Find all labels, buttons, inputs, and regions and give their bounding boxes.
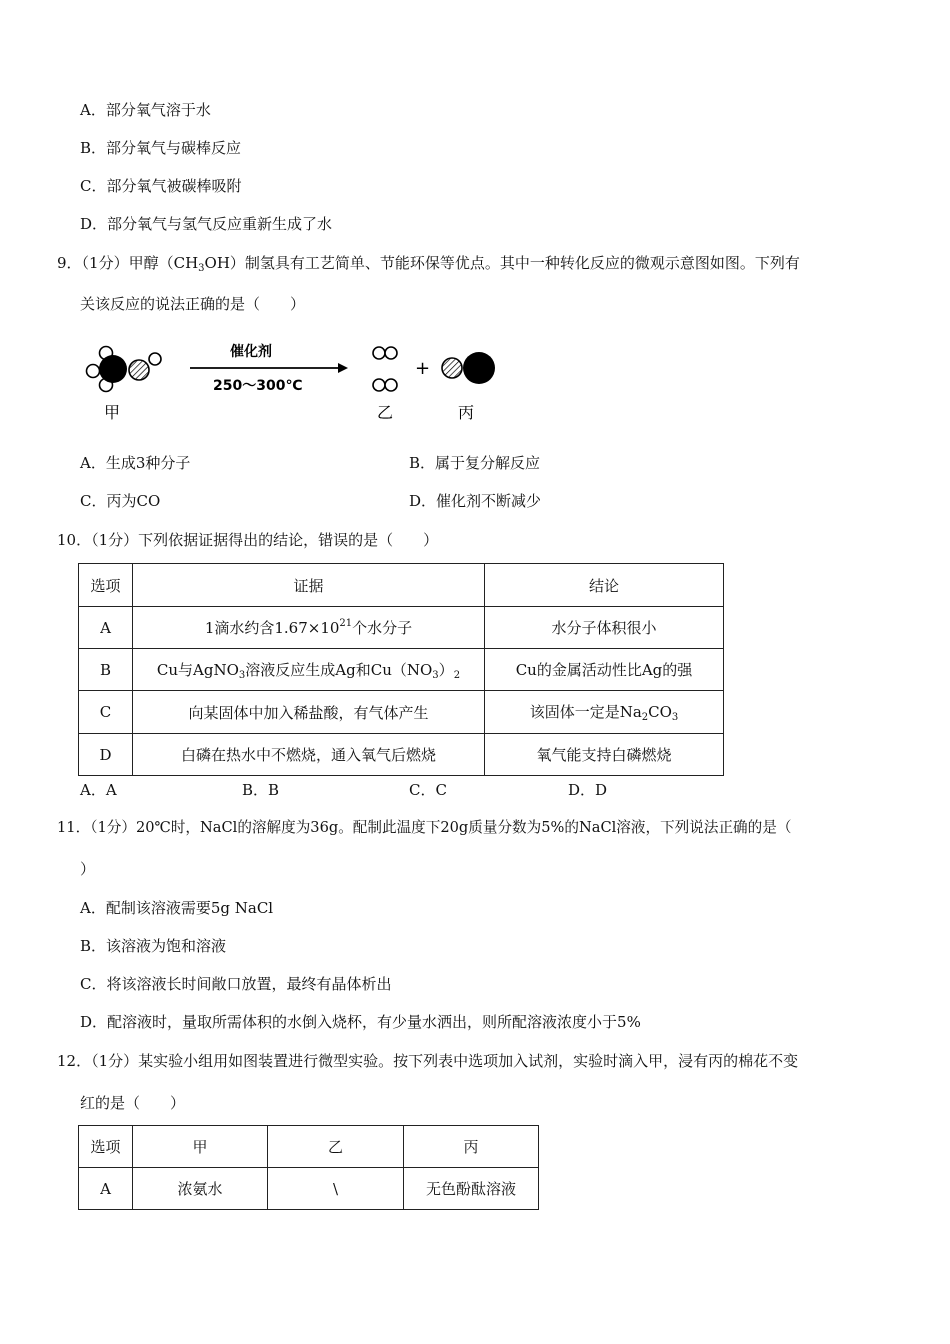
q11-option-d: D．配溶液时，量取所需体积的水倒入烧杯，有少量水洒出，则所配溶液浓度小于5% [80,1013,641,1031]
row-option: D [79,734,133,776]
q9-option-b: B．属于复分解反应 [409,454,541,472]
q10-stem: 10．（1分）下列依据证据得出的结论，错误的是（ ） [57,531,439,549]
q9-option-c: C．丙为CO [80,492,161,510]
row-conclusion: 水分子体积很小 [485,607,724,649]
q12-stem-line2: 红的是（ ） [80,1094,186,1112]
q12-table [78,1125,539,1210]
row-option: C [79,691,133,734]
table-header-row [79,1126,539,1168]
row-conclusion: 该固体一定是$Na_2CO_3$ [485,691,724,734]
q10-option-d: D．D [568,781,608,799]
row-option: B [79,649,133,691]
row-evidence: 1滴水约含$1.67\times 10^{21}$个水分子 [133,607,485,649]
label-jia: 甲 [104,403,121,422]
catalyst-label: 催化剂 [230,344,272,360]
temperature-label: 250～300℃ [213,378,303,394]
header-option: 选项 [79,1126,133,1168]
q11-stem-line1: 11．（1分）20℃时，NaCl的溶解度为36g。配制此温度下20g质量分数为5%的NaCl溶液，下列说法正确的是（ [57,819,792,836]
q9-number: 9． [57,254,82,272]
header-yi: 乙 [268,1126,404,1168]
q9-option-d: D．催化剂不断减少 [409,492,542,510]
table-header-row [79,564,724,607]
table-row [79,649,724,691]
row-jia: 浓氨水 [133,1168,268,1210]
carbon-monoxide-molecule-icon [442,352,495,384]
q11-option-b: B．该溶液为饱和溶液 [80,937,227,955]
header-jia: 甲 [133,1126,268,1168]
q9-option-a: A．生成3种分子 [80,454,191,472]
q9-stem-line1: 9．（1分）甲醇$(CH_3OH)$制氢具有工艺简单、节能环保等优点。其中一种转化反应的微观示意图如图。下列有 [57,254,800,274]
q10-option-b: B．B [242,781,280,799]
q11-number: 11． [57,819,91,836]
row-option: A [79,607,133,649]
row-evidence: 向某固体中加入稀盐酸，有气体产生 [133,691,485,734]
hydrogen-molecule-icon [373,347,397,391]
q9-stem-line2: 关该反应的说法正确的是（ ） [80,295,306,313]
header-bing: 丙 [404,1126,539,1168]
q12-stem-line1: 12．（1分）某实验小组用如图装置进行微型实验。按下列表中选项加入试剂，实验时滴入甲，浸有丙的棉花不变 [57,1052,799,1070]
q8-option-d: D．部分氧气与氢气反应重新生成了水 [80,215,333,233]
table-row [79,691,724,734]
q12-number: 12． [57,1052,92,1070]
row-bing: 无色酚酞溶液 [404,1168,539,1210]
table-row [79,1168,539,1210]
q10-option-c: C．C [409,781,447,799]
arrow-head-icon [338,363,348,373]
q10-table [78,563,724,776]
table-row [79,734,724,776]
q10-option-a: A．A [80,781,117,799]
q10-number: 10． [57,531,92,549]
table-row [79,607,724,649]
plus-sign: + [415,358,431,379]
q8-option-a: A．部分氧气溶于水 [80,101,211,119]
label-bing: 丙 [458,403,475,422]
q11-option-a: A．配制该溶液需要5g NaCl [80,899,274,917]
row-evidence: 白磷在热水中不燃烧，通入氧气后燃烧 [133,734,485,776]
header-evidence: 证据 [133,564,485,607]
reaction-diagram [80,338,520,433]
header-option: 选项 [79,564,133,607]
row-conclusion: Cu的金属活动性比Ag的强 [485,649,724,691]
row-yi: \ [268,1168,404,1210]
row-option: A [79,1168,133,1210]
row-evidence: Cu与AgNO$_3$溶液反应生成Ag和$Cu(NO_3)_2$ [133,649,485,691]
q11-stem-line2: ） [80,860,96,878]
q8-option-b: B．部分氧气与碳棒反应 [80,139,242,157]
row-conclusion: 氧气能支持白磷燃烧 [485,734,724,776]
q8-option-c: C．部分氧气被碳棒吸附 [80,177,242,195]
header-conclusion: 结论 [485,564,724,607]
label-yi: 乙 [377,403,394,422]
q11-option-c: C．将该溶液长时间敞口放置，最终有晶体析出 [80,975,392,993]
methanol-molecule-icon [87,347,162,392]
